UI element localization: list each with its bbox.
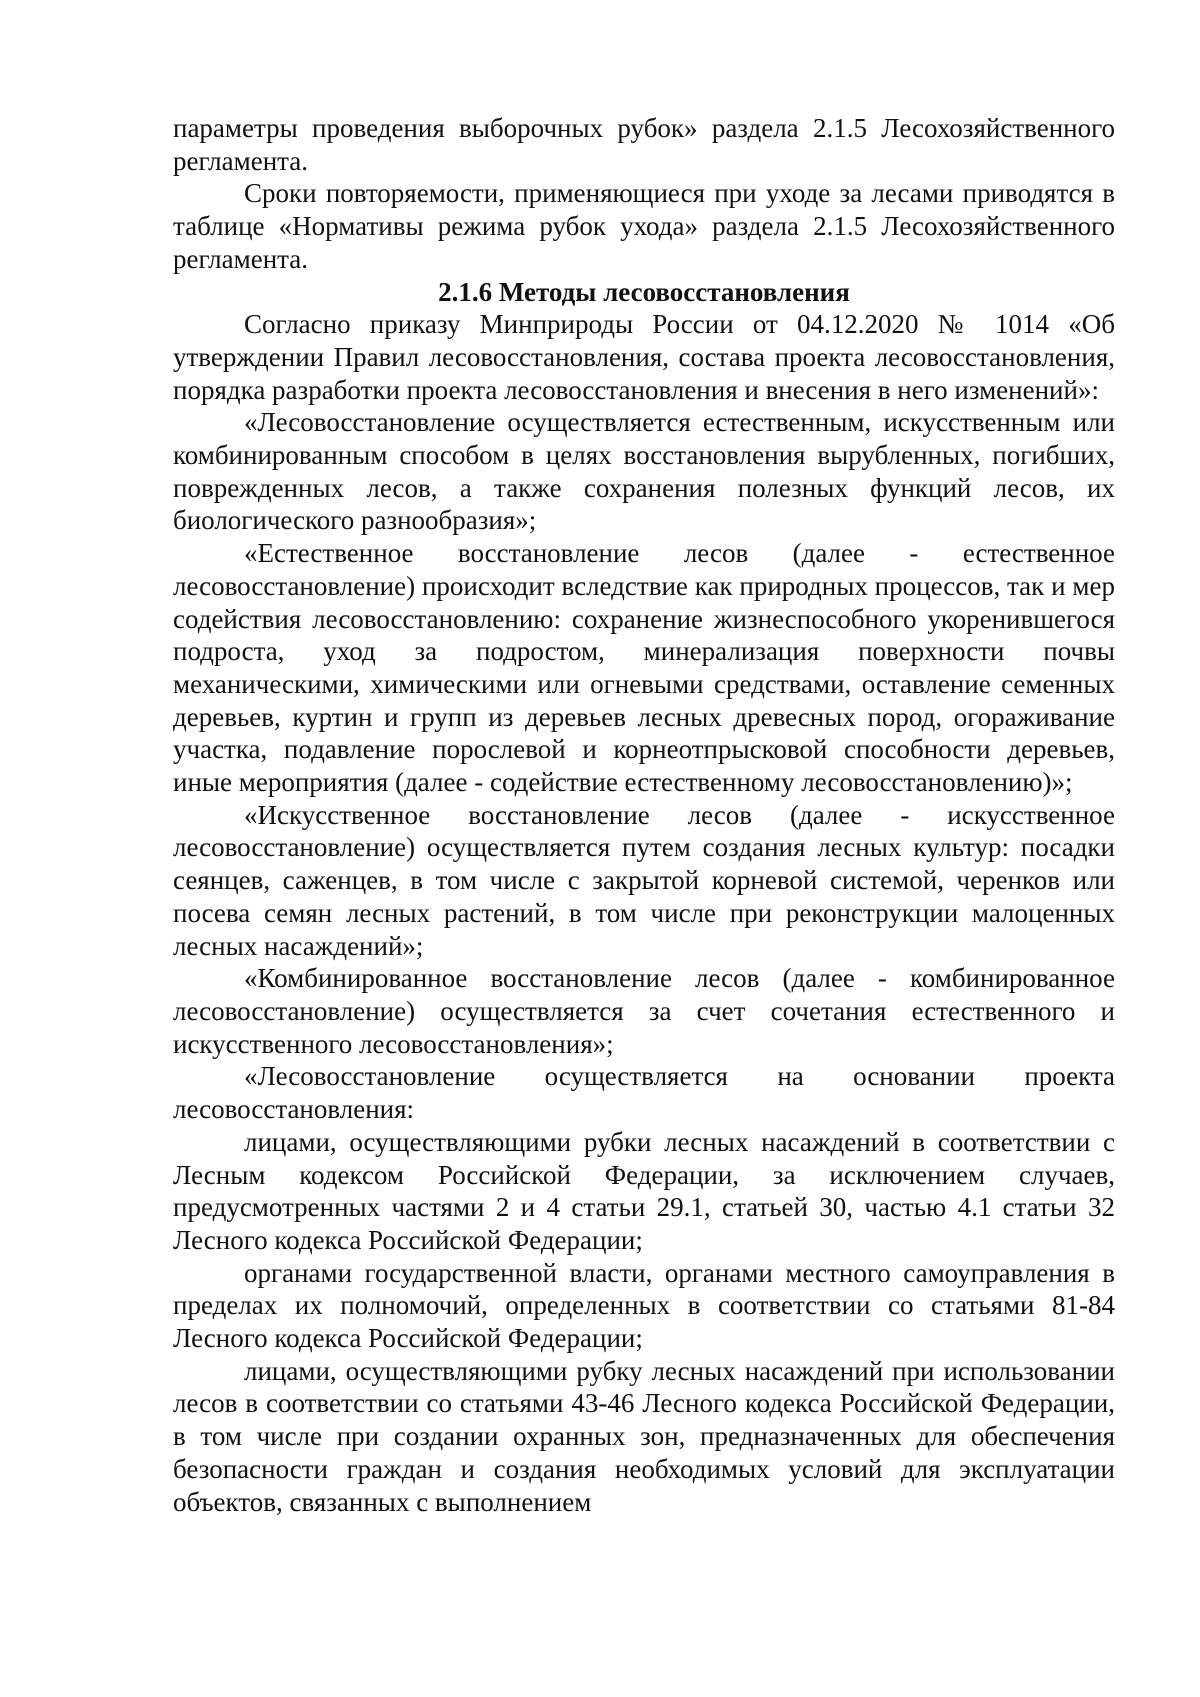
paragraph-forest-use-persons: лицами, осуществляющими рубку лесных насаждений при использовании лесов в соответствии со статьями 43-46 Лесного кодекса Российской Федерации, в том числе при создании охранных зон, предназначенных для обеспечения безопасности граждан и создания необходимых условий для эксплуатации объектов, связанных с выполнением <box>173 1355 1115 1517</box>
document-page <box>173 112 1115 1518</box>
paragraph-artificial-reforestation: «Искусственное восстановление лесов (далее - искусственное лесовосстановление) осуществляется путем создания лесных культур: посадки сеянцев, саженцев, в том числе с закрытой корневой системой, черенков или посева семян лесных растений, в том числе при реконструкции малоценных лесных насаждений»; <box>173 799 1115 961</box>
paragraph-project-basis: «Лесовосстановление осуществляется на основании проекта лесовосстановления: <box>173 1061 1115 1125</box>
paragraph-repeat-intervals: Сроки повторяемости, применяющиеся при уходе за лесами приводятся в таблице «Нормативы режима рубок ухода» раздела 2.1.5 Лесохозяйственного регламента. <box>173 178 1115 274</box>
paragraph-combined-reforestation: «Комбинированное восстановление лесов (далее - комбинированное лесовосстановление) осуществляется за счет сочетания естественного и искусственного лесовосстановления»; <box>173 963 1115 1059</box>
paragraph-continued: параметры проведения выборочных рубок» раздела 2.1.5 Лесохозяйственного регламента. <box>173 113 1115 176</box>
paragraph-logging-persons: лицами, осуществляющими рубки лесных насаждений в соответствии с Лесным кодексом Российской Федерации, за исключением случаев, предусмотренных частями 2 и 4 статьи 29.1, статьей 30, частью 4.1 статьи 32 Лесного кодекса Российской Федерации; <box>173 1126 1115 1255</box>
paragraph-order-reference: Согласно приказу Минприроды России от 04.12.2020 № 1014 «Об утверждении Правил лесовосстановления, состава проекта лесовосстановления, порядка разработки проекта лесовосстановления и внесения в него изменений»: <box>173 309 1115 405</box>
paragraph-authorities: органами государственной власти, органами местного самоуправления в пределах их полномочий, определенных в соответствии со статьями 81-84 Лесного кодекса Российской Федерации; <box>173 1257 1115 1354</box>
paragraph-reforestation-definition: «Лесовосстановление осуществляется естественным, искусственным или комбинированным способом в целях восстановления вырубленных, погибших, поврежденных лесов, а также сохранения полезных функций лесов, их биологического разнообразия»; <box>173 407 1115 536</box>
paragraph-natural-reforestation: «Естественное восстановление лесов (далее - естественное лесовосстановление) происходит вследствие как природных процессов, так и мер содействия лесовосстановлению: сохранение жизнеспособного укоренившегося подроста, уход за подростом, минерализация поверхности почвы механическими, химическими или огневыми средствами, оставление семенных деревьев, куртин и групп из деревьев лесных древесных пород, огораживание участка, подавление порослевой и корнеотпрысковой способности деревьев, иные мероприятия (далее - содействие естественному лесовосстановлению)»; <box>173 538 1115 798</box>
section-heading: 2.1.6 Методы лесовосстановления <box>438 276 850 307</box>
